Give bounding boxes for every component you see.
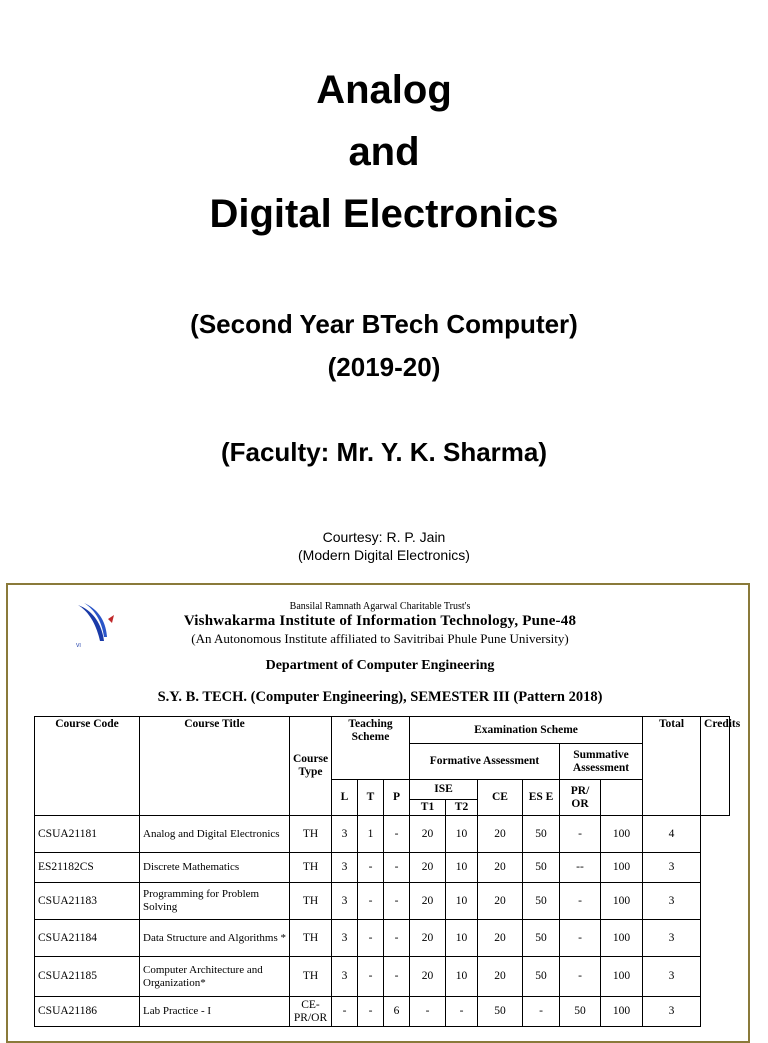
cell-total: 100	[601, 920, 643, 957]
header-summative: Summative Assessment	[560, 744, 643, 780]
course-code: CSUA21184	[35, 920, 140, 957]
cell-t: -	[358, 957, 384, 997]
title-line-1: Analog	[316, 68, 452, 112]
cell-t1: 20	[410, 920, 446, 957]
cell-t1: 20	[410, 816, 446, 853]
cell-pr-or: -	[560, 883, 601, 920]
course-type: TH	[290, 957, 332, 997]
table-row	[35, 883, 730, 920]
header-teaching-scheme: Teaching Scheme	[332, 717, 410, 780]
course-type: CE-PR/OR	[290, 997, 332, 1027]
table-row	[35, 997, 730, 1027]
cell-pr-or: 50	[560, 997, 601, 1027]
cell-ese: -	[523, 997, 560, 1027]
cell-t: 1	[358, 816, 384, 853]
header-total: Total	[643, 717, 701, 816]
header-p: P	[384, 780, 410, 816]
course-title: Analog and Digital Electronics	[140, 816, 290, 853]
header-examination-scheme: Examination Scheme	[410, 717, 643, 744]
svg-text:VI: VI	[76, 643, 81, 649]
header-formative: Formative Assessment	[410, 744, 560, 780]
syllabus-document	[6, 583, 750, 1043]
cell-ce: 20	[478, 816, 523, 853]
cell-ese: 50	[523, 853, 560, 883]
cell-ce: 20	[478, 920, 523, 957]
header-t: T	[358, 780, 384, 816]
trust-name: Bansilal Ramnath Agarwal Charitable Trust's	[289, 601, 471, 612]
cell-t2: 10	[446, 816, 478, 853]
cell-t2: 10	[446, 853, 478, 883]
cell-t: -	[358, 883, 384, 920]
faculty-line: (Faculty: Mr. Y. K. Sharma)	[220, 437, 548, 467]
header-ce: CE	[478, 780, 523, 816]
table-row	[35, 816, 730, 853]
cell-t2: 10	[446, 920, 478, 957]
cell-total: 100	[601, 853, 643, 883]
course-code: ES21182CS	[35, 853, 140, 883]
header-credits: Credits	[701, 717, 730, 816]
cell-credits: 3	[643, 853, 701, 883]
cell-ce: 50	[478, 997, 523, 1027]
cell-t1: 20	[410, 883, 446, 920]
title-line-2: and	[348, 130, 420, 174]
cell-pr-or: -	[560, 920, 601, 957]
affiliation-text: (An Autonomous Institute affiliated to Savitribai Phule Pune University)	[191, 631, 569, 646]
header-ese: ES E	[523, 780, 560, 816]
cell-t: -	[358, 853, 384, 883]
course-code: CSUA21183	[35, 883, 140, 920]
cell-p: -	[384, 816, 410, 853]
course-code: CSUA21186	[35, 997, 140, 1027]
cell-l: -	[332, 997, 358, 1027]
course-title: Programming for Problem Solving	[140, 883, 290, 920]
course-type: TH	[290, 920, 332, 957]
courtesy-line-1: Courtesy: R. P. Jain	[322, 529, 446, 545]
cell-credits: 3	[643, 997, 701, 1027]
cell-credits: 3	[643, 957, 701, 997]
cell-credits: 3	[643, 920, 701, 957]
header-course-title: Course Title	[140, 717, 290, 816]
cell-ese: 50	[523, 816, 560, 853]
course-title: Computer Architecture and Organization*	[140, 957, 290, 997]
cell-total: 100	[601, 883, 643, 920]
cell-t1: 20	[410, 853, 446, 883]
course-type: TH	[290, 853, 332, 883]
cell-t2: -	[446, 997, 478, 1027]
course-code: CSUA21181	[35, 816, 140, 853]
course-type: TH	[290, 816, 332, 853]
course-code: CSUA21185	[35, 957, 140, 997]
cell-credits: 3	[643, 883, 701, 920]
header-ise: ISE	[410, 780, 478, 800]
cell-pr-or: -	[560, 816, 601, 853]
course-title: Data Structure and Algorithms *	[140, 920, 290, 957]
cell-l: 3	[332, 816, 358, 853]
course-title: Lab Practice - I	[140, 997, 290, 1027]
cell-p: 6	[384, 997, 410, 1027]
subtitle-line-1: (Second Year BTech Computer)	[190, 309, 578, 339]
cell-pr-or: --	[560, 853, 601, 883]
cell-credits: 4	[643, 816, 701, 853]
header-pr-or: PR/ OR	[560, 780, 601, 816]
cell-p: -	[384, 853, 410, 883]
cell-t1: -	[410, 997, 446, 1027]
header-course-code: Course Code	[35, 717, 140, 816]
cell-pr-or: -	[560, 957, 601, 997]
cell-total: 100	[601, 816, 643, 853]
title-line-3: Digital Electronics	[209, 192, 559, 236]
header-course-type: Course Type	[290, 717, 332, 816]
courtesy-line-2: (Modern Digital Electronics)	[298, 547, 470, 563]
table-row	[35, 957, 730, 997]
cell-t: -	[358, 997, 384, 1027]
cell-l: 3	[332, 853, 358, 883]
course-type: TH	[290, 883, 332, 920]
cell-l: 3	[332, 920, 358, 957]
institute-name: Vishwakarma Institute of Information Technology, Pune-48	[183, 613, 577, 629]
cell-p: -	[384, 957, 410, 997]
cell-ese: 50	[523, 883, 560, 920]
cell-ce: 20	[478, 883, 523, 920]
cell-t1: 20	[410, 957, 446, 997]
header-l: L	[332, 780, 358, 816]
cell-t: -	[358, 920, 384, 957]
cell-ce: 20	[478, 853, 523, 883]
cell-ese: 50	[523, 920, 560, 957]
header-t2: T2	[446, 800, 478, 816]
cell-t2: 10	[446, 957, 478, 997]
cell-t2: 10	[446, 883, 478, 920]
cell-p: -	[384, 883, 410, 920]
cell-ese: 50	[523, 957, 560, 997]
header-t1: T1	[410, 800, 446, 816]
course-scheme-table	[34, 716, 741, 1027]
subtitle-line-2: (2019-20)	[327, 352, 441, 382]
cell-ce: 20	[478, 957, 523, 997]
cell-l: 3	[332, 957, 358, 997]
cell-total: 100	[601, 957, 643, 997]
department-name: Department of Computer Engineering	[265, 658, 495, 673]
semester-title: S.Y. B. TECH. (Computer Engineering), SEMESTER III (Pattern 2018)	[157, 689, 603, 705]
table-row	[35, 920, 730, 957]
cell-l: 3	[332, 883, 358, 920]
cell-p: -	[384, 920, 410, 957]
table-row	[35, 853, 730, 883]
course-title: Discrete Mathematics	[140, 853, 290, 883]
cell-total: 100	[601, 997, 643, 1027]
